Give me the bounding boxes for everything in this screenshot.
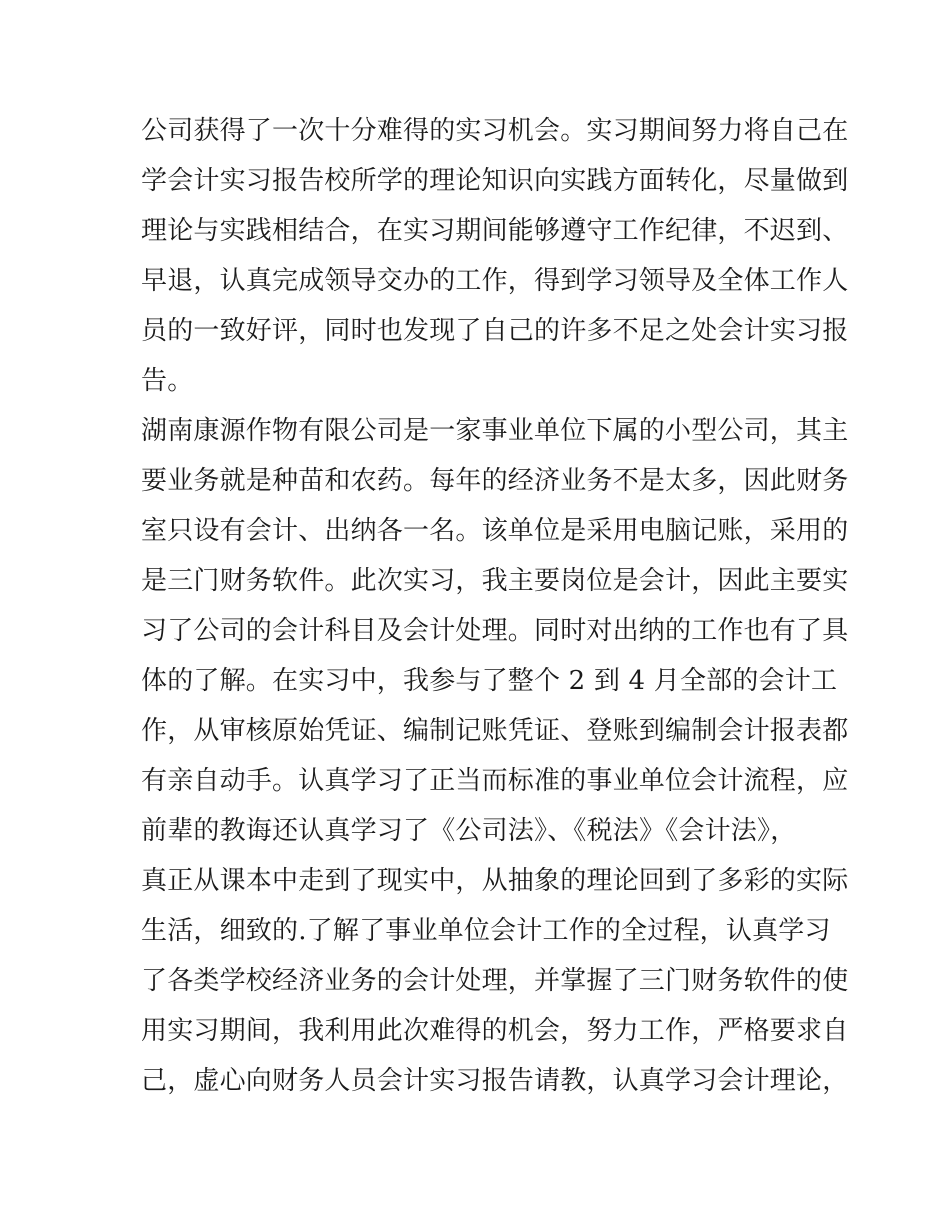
- text-line: 告。: [141, 366, 194, 396]
- text-line: 室只设有会计、出纳各一名。该单位是采用电脑记账，采用的: [141, 516, 849, 546]
- body-text: [141, 106, 849, 1106]
- text-line: 有亲自动手。认真学习了正当而标准的事业单位会计流程，应: [141, 766, 849, 796]
- text-line: 员的一致好评，同时也发现了自己的许多不足之处会计实习报: [141, 316, 849, 346]
- text-line: 了各类学校经济业务的会计处理，并掌握了三门财务软件的使: [141, 966, 849, 996]
- text-line: 是三门财务软件。此次实习，我主要岗位是会计，因此主要实: [141, 566, 849, 596]
- text-line: 生活，细致的.了解了事业单位会计工作的全过程，认真学习: [141, 916, 831, 946]
- text-line: 湖南康源作物有限公司是一家事业单位下属的小型公司，其主: [141, 416, 849, 446]
- text-line: 学会计实习报告校所学的理论知识向实践方面转化，尽量做到: [141, 166, 849, 196]
- text-line: 要业务就是种苗和农药。每年的经济业务不是太多，因此财务: [141, 466, 849, 496]
- text-line: 理论与实践相结合，在实习期间能够遵守工作纪律，不迟到、: [141, 216, 849, 246]
- text-line: 公司获得了一次十分难得的实习机会。实习期间努力将自己在: [141, 116, 849, 146]
- text-line: 作，从审核原始凭证、编制记账凭证、登账到编制会计报表都: [141, 716, 849, 746]
- text-line: 前辈的教诲还认真学习了《公司法》、《税法》《会计法》，: [141, 816, 797, 846]
- text-line: 习了公司的会计科目及会计处理。同时对出纳的工作也有了具: [141, 616, 849, 646]
- text-line: 用实习期间，我利用此次难得的机会，努力工作，严格要求自: [141, 1016, 849, 1046]
- text-line: 己，虚心向财务人员会计实习报告请教，认真学习会计理论，: [141, 1066, 849, 1096]
- text-line: 真正从课本中走到了现实中，从抽象的理论回到了多彩的实际: [141, 866, 849, 896]
- text-line: 体的了解。在实习中，我参与了整个 2 到 4 月全部的会计工: [141, 666, 838, 696]
- text-line: 早退，认真完成领导交办的工作，得到学习领导及全体工作人: [141, 266, 849, 296]
